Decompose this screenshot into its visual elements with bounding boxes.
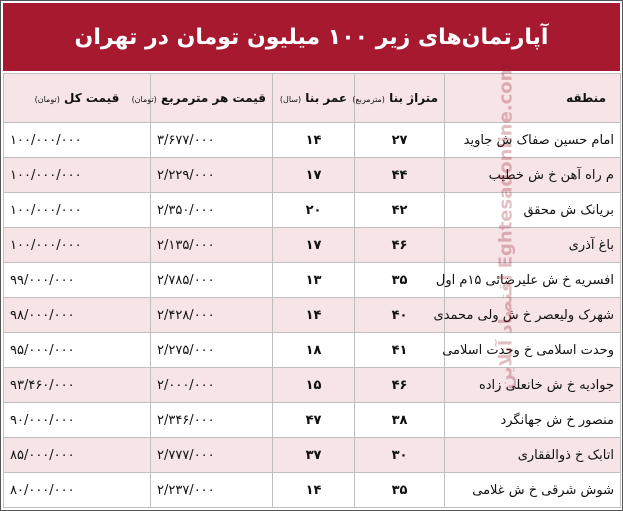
table-row xyxy=(4,263,621,298)
table-row xyxy=(4,333,621,368)
cell-region: جوادیه خ ش خانعلی زاده xyxy=(445,368,621,403)
column-header-total-price: قیمت کل (تومان) xyxy=(4,74,151,123)
cell-area: ۴۲ xyxy=(355,193,445,228)
cell-age: ۱۳ xyxy=(273,263,355,298)
table-row xyxy=(4,438,621,473)
cell-total-price: ۱۰۰/۰۰۰/۰۰۰ xyxy=(4,228,151,263)
cell-area: ۴۴ xyxy=(355,158,445,193)
cell-region: شوش شرقی خ ش غلامی xyxy=(445,473,621,508)
cell-total-price: ۹۹/۰۰۰/۰۰۰ xyxy=(4,263,151,298)
header-row xyxy=(4,74,621,123)
cell-total-price: ۹۸/۰۰۰/۰۰۰ xyxy=(4,298,151,333)
table-row xyxy=(4,298,621,333)
cell-price-per-sqm: ۲/۲۷۵/۰۰۰ xyxy=(151,333,273,368)
cell-total-price: ۹۳/۴۶۰/۰۰۰ xyxy=(4,368,151,403)
cell-age: ۱۸ xyxy=(273,333,355,368)
cell-age: ۱۷ xyxy=(273,158,355,193)
cell-price-per-sqm: ۲/۰۰۰/۰۰۰ xyxy=(151,368,273,403)
cell-total-price: ۸۰/۰۰۰/۰۰۰ xyxy=(4,473,151,508)
cell-total-price: ۸۵/۰۰۰/۰۰۰ xyxy=(4,438,151,473)
table-row xyxy=(4,473,621,508)
cell-area: ۳۵ xyxy=(355,473,445,508)
cell-total-price: ۱۰۰/۰۰۰/۰۰۰ xyxy=(4,158,151,193)
column-header-area: متراژ بنا (مترمربع) xyxy=(355,74,445,123)
page-title: آپارتمان‌های زیر ۱۰۰ میلیون تومان در تهران xyxy=(3,3,620,71)
table-row xyxy=(4,193,621,228)
table-row xyxy=(4,158,621,193)
cell-total-price: ۹۵/۰۰۰/۰۰۰ xyxy=(4,333,151,368)
cell-age: ۱۵ xyxy=(273,368,355,403)
watermark-site: Eghtesadonline.com xyxy=(495,62,517,269)
watermark-brand: اقتصاد آنلاین xyxy=(495,274,517,390)
table-row xyxy=(4,123,621,158)
cell-age: ۱۴ xyxy=(273,298,355,333)
cell-total-price: ۱۰۰/۰۰۰/۰۰۰ xyxy=(4,193,151,228)
cell-area: ۴۶ xyxy=(355,228,445,263)
cell-price-per-sqm: ۲/۱۳۵/۰۰۰ xyxy=(151,228,273,263)
cell-area: ۴۶ xyxy=(355,368,445,403)
cell-area: ۲۷ xyxy=(355,123,445,158)
cell-region: شهرک ولیعصر خ ش ولی محمدی xyxy=(445,298,621,333)
cell-age: ۱۴ xyxy=(273,473,355,508)
cell-area: ۴۰ xyxy=(355,298,445,333)
apartment-price-table xyxy=(3,73,621,508)
cell-region: باغ آذری xyxy=(445,228,621,263)
cell-total-price: ۹۰/۰۰۰/۰۰۰ xyxy=(4,403,151,438)
cell-price-per-sqm: ۲/۲۳۷/۰۰۰ xyxy=(151,473,273,508)
cell-total-price: ۱۰۰/۰۰۰/۰۰۰ xyxy=(4,123,151,158)
cell-region: بریانک ش محقق xyxy=(445,193,621,228)
cell-area: ۳۸ xyxy=(355,403,445,438)
table-row xyxy=(4,403,621,438)
cell-age: ۲۰ xyxy=(273,193,355,228)
cell-region: منصور خ ش جهانگرد xyxy=(445,403,621,438)
cell-price-per-sqm: ۲/۲۲۹/۰۰۰ xyxy=(151,158,273,193)
cell-price-per-sqm: ۲/۴۲۸/۰۰۰ xyxy=(151,298,273,333)
column-header-price-per-sqm: قیمت هر مترمربع (تومان) xyxy=(151,74,273,123)
cell-area: ۴۱ xyxy=(355,333,445,368)
cell-region: افسریه خ ش علیرضائی ۱۵م اول xyxy=(445,263,621,298)
cell-area: ۳۵ xyxy=(355,263,445,298)
table-row xyxy=(4,368,621,403)
cell-area: ۳۰ xyxy=(355,438,445,473)
cell-age: ۱۴ xyxy=(273,123,355,158)
column-header-age: عمر بنا (سال) xyxy=(273,74,355,123)
cell-price-per-sqm: ۲/۳۵۰/۰۰۰ xyxy=(151,193,273,228)
cell-price-per-sqm: ۲/۷۷۷/۰۰۰ xyxy=(151,438,273,473)
cell-price-per-sqm: ۲/۳۴۶/۰۰۰ xyxy=(151,403,273,438)
cell-age: ۳۷ xyxy=(273,438,355,473)
cell-region: م راه آهن خ ش خطیب xyxy=(445,158,621,193)
cell-region: اتابک خ ذوالفقاری xyxy=(445,438,621,473)
cell-age: ۱۷ xyxy=(273,228,355,263)
cell-price-per-sqm: ۲/۷۸۵/۰۰۰ xyxy=(151,263,273,298)
cell-age: ۴۷ xyxy=(273,403,355,438)
cell-price-per-sqm: ۳/۶۷۷/۰۰۰ xyxy=(151,123,273,158)
column-header-region: منطقه xyxy=(445,74,621,123)
cell-region: امام حسین صفاک ش جاوید xyxy=(445,123,621,158)
table-row xyxy=(4,228,621,263)
cell-region: وحدت اسلامی خ وحدت اسلامی xyxy=(445,333,621,368)
